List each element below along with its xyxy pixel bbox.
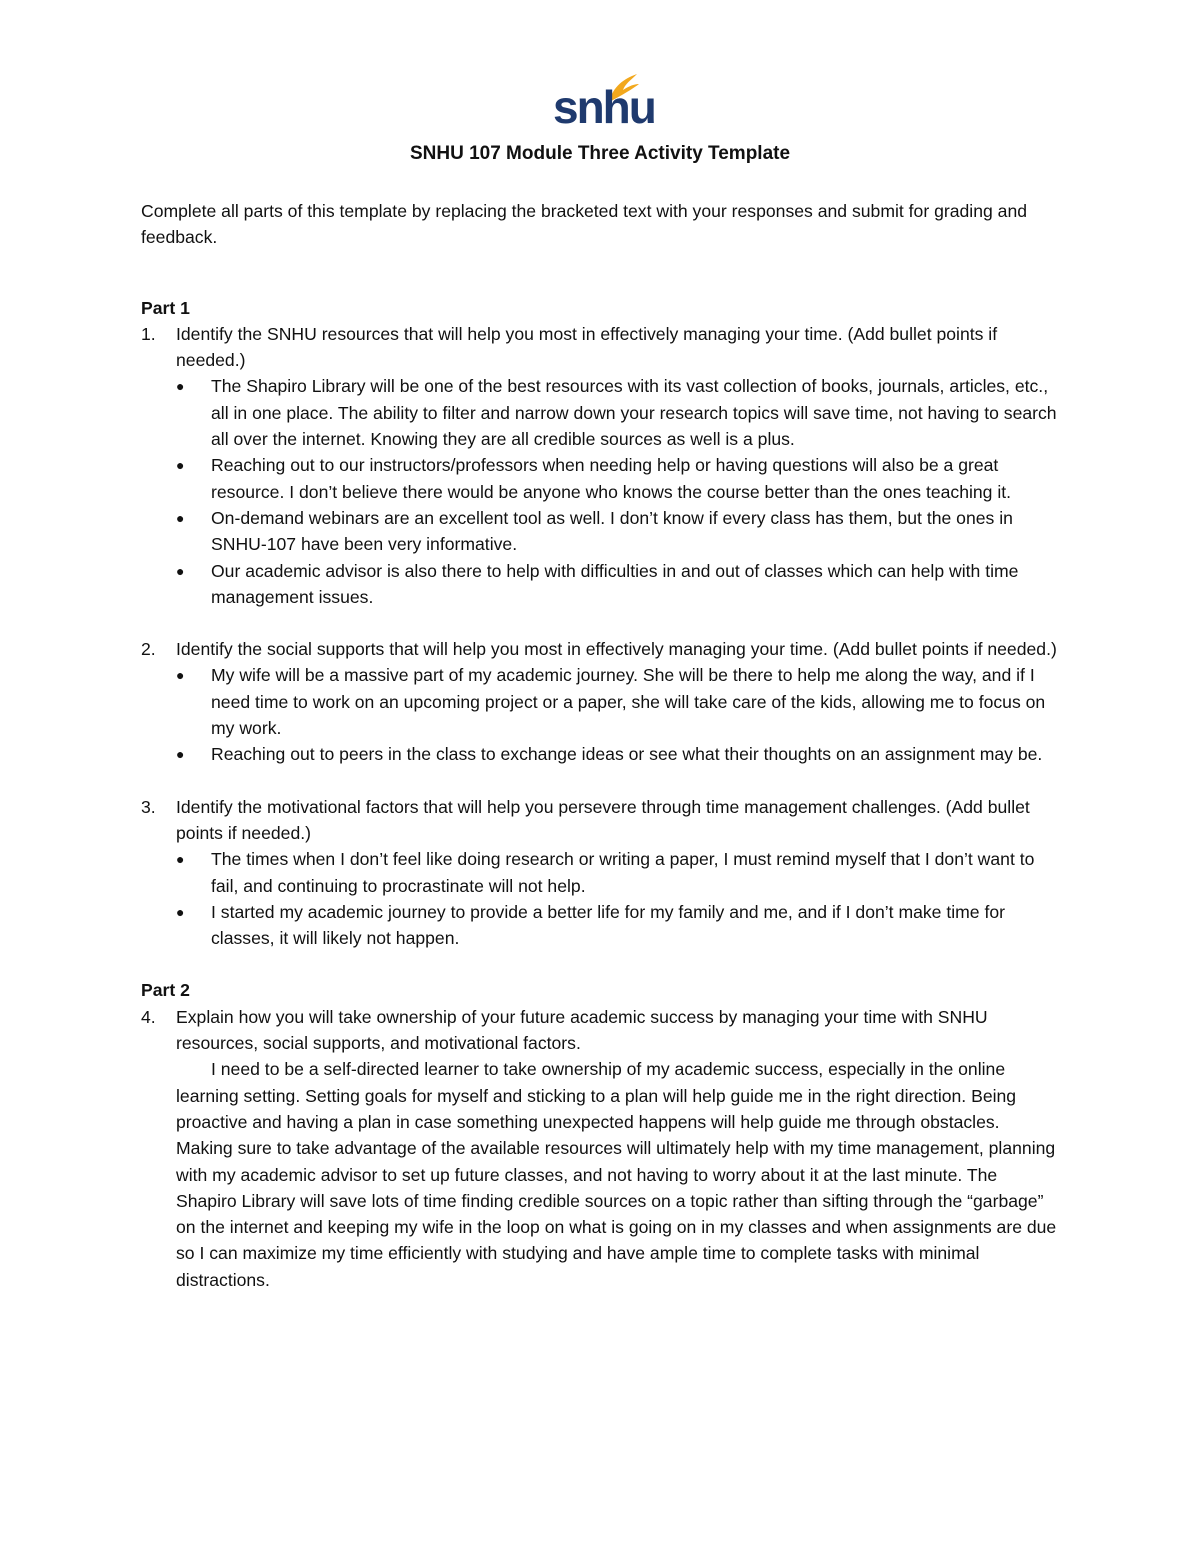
list-item: ● The Shapiro Library will be one of the best resources with its vast collection of books, journals, articles, etc., all in one place. The ability to filter and narrow down your research topics will save time, not having to search all over the internet. Knowing they are all credible sources as well is a plus.	[176, 373, 1061, 452]
question-4	[141, 1004, 1061, 1293]
question-2-bullets	[141, 662, 1061, 767]
bullet-icon: ●	[176, 667, 185, 684]
question-number: 3.	[141, 796, 156, 817]
bullet-icon: ●	[176, 457, 185, 474]
question-prompt: Identify the social supports that will help you most in effectively managing your time. (Add bullet points if needed.)	[176, 639, 1057, 660]
question-prompt: Explain how you will take ownership of your future academic success by managing your time with SNHU resources, social supports, and motivational factors.	[176, 1006, 988, 1054]
question-3-bullets	[141, 846, 1061, 951]
bullet-icon: ●	[176, 746, 185, 763]
question-prompt: Identify the SNHU resources that will help you most in effectively managing your time. (Add bullet points if needed.)	[176, 323, 998, 371]
bullet-icon: ●	[176, 903, 185, 920]
question-2	[141, 636, 1061, 662]
question-number: 1.	[141, 323, 156, 344]
list-item: ● My wife will be a massive part of my academic journey. She will be there to help me along the way, and if I need time to work on an upcoming project or a paper, she will take care of the kids, allowing me to focus on my work.	[176, 662, 1061, 741]
question-prompt: Identify the motivational factors that will help you persevere through time management challenges. (Add bullet points if needed.)	[176, 796, 1030, 843]
page-title: SNHU 107 Module Three Activity Template	[409, 143, 791, 164]
question-4-answer: I need to be a self-directed learner to take ownership of my academic success, especially in the online learning setting. Setting goals for myself and sticking to a plan will help guide me in the right direction. Being proactive and having a plan in case something unexpected happens will help guide me through obstacles. Making sure to take advantage of the available resources will ultimately help with my time management, planning with my academic advisor to set up future classes, and not having to worry about it at the last minute. The Shapiro Library will save lots of time finding credible sources on a topic rather than sifting through the “garbage” on the internet and keeping my wife in the loop on what is going on in my classes and when assignments are due so I can maximize my time efficiently with studying and have ample time to complete tasks with minimal distractions.	[176, 1059, 1057, 1290]
question-1-bullets	[141, 373, 1061, 610]
intro-text: Complete all parts of this template by replacing the bracketed text with your responses and submit for grading and feedback.	[141, 201, 1028, 248]
list-item: ● Reaching out to our instructors/professors when needing help or having questions will also be a great resource. I don’t believe there would be anyone who knows the course better than the ones teaching it.	[176, 452, 1061, 505]
list-item: ● Reaching out to peers in the class to exchange ideas or see what their thoughts on an assignment may be.	[176, 741, 1061, 767]
logo-wordmark: snhu	[553, 81, 655, 133]
list-item: ● The times when I don’t feel like doing research or writing a paper, I must remind myself that I don’t want to fail, and continuing to procrastinate will not help.	[176, 846, 1061, 899]
question-3	[141, 794, 1061, 847]
question-number: 4.	[141, 1006, 156, 1027]
bullet-icon: ●	[176, 378, 185, 395]
part2-heading: Part 2	[141, 980, 190, 1001]
question-number: 2.	[141, 639, 156, 660]
snhu-logo	[553, 72, 655, 134]
bullet-icon: ●	[176, 509, 185, 526]
document-body	[141, 198, 1061, 1293]
list-item: ● Our academic advisor is also there to help with difficulties in and out of classes which can help with time management issues.	[176, 558, 1061, 611]
list-item: ● I started my academic journey to provide a better life for my family and me, and if I don’t make time for classes, it will likely not happen.	[176, 899, 1061, 952]
part1-heading: Part 1	[141, 297, 190, 318]
bullet-icon: ●	[176, 562, 185, 579]
question-1	[141, 321, 1061, 374]
list-item: ● On-demand webinars are an excellent tool as well. I don’t know if every class has them, but the ones in SNHU-107 have been very informative.	[176, 505, 1061, 558]
bullet-icon: ●	[176, 851, 185, 868]
